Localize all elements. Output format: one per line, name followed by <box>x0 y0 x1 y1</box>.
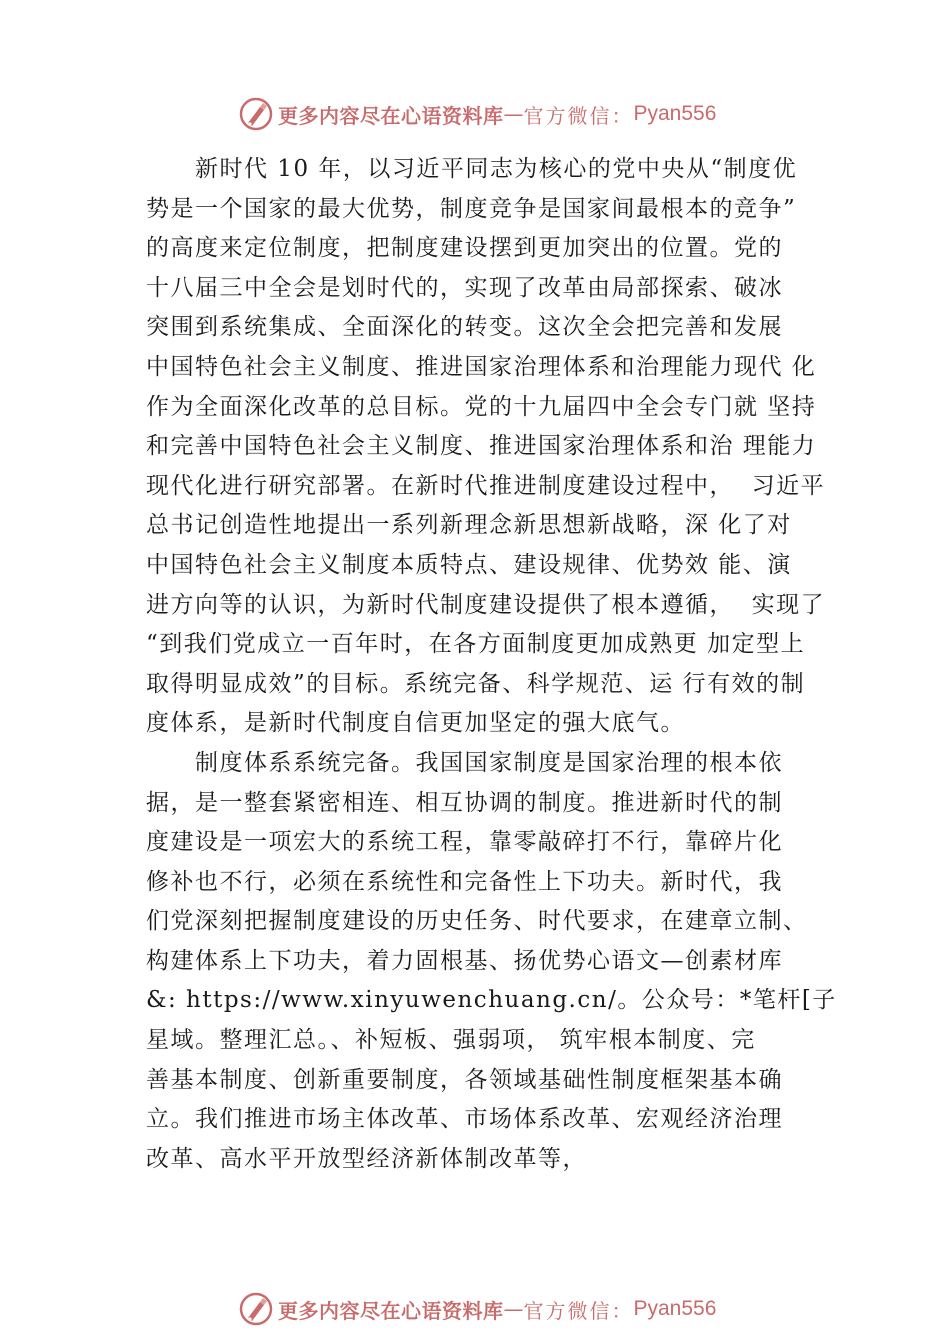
watermark-footer <box>238 1289 716 1329</box>
text-line: 取得明显成效”的目标。系统完备、科学规范、运 行有效的制 <box>146 670 806 697</box>
text-line: 进方向等的认识，为新时代制度建设提供了根本遵循， 实现了 <box>146 591 826 618</box>
watermark-wechat-id: Pyan556 <box>633 1297 717 1320</box>
watermark-wechat-label: 官方微信： <box>523 103 634 128</box>
text-line: “到我们党成立一百年时，在各方面制度更加成熟更 加定型上 <box>146 631 806 658</box>
text-line: 和完善中国特色社会主义制度、推进国家治理体系和治 理能力 <box>146 433 817 460</box>
text-line: 善基本制度、创新重要制度，各领域基础性制度框架基本确 <box>146 1066 783 1093</box>
paragraph-2 <box>146 744 836 1180</box>
text-line: 十八届三中全会是划时代的，实现了改革由局部探索、破冰 <box>146 274 783 301</box>
text-line: 的高度来定位制度，把制度建设摆到更加突出的位置。党的 <box>146 235 783 262</box>
text-line: 修补也不行，必须在系统性和完备性上下功夫。新时代，我 <box>146 868 783 895</box>
watermark-header <box>238 94 716 134</box>
text-line: 构建体系上下功夫，着力固根基、扬优势心语文—创素材库 <box>146 947 783 974</box>
paragraph-1 <box>146 150 836 744</box>
watermark-dash: — <box>503 1297 524 1321</box>
text-line: 度体系，是新时代制度自信更加坚定的强大底气。 <box>146 710 685 737</box>
text-line: 据，是一整套紧密相连、相互协调的制度。推进新时代的制 <box>146 789 783 816</box>
text-line: 中国特色社会主义制度、推进国家治理体系和治理能力现代 化 <box>146 353 817 380</box>
watermark-brand: 更多内容尽在心语资料库 <box>278 103 504 128</box>
text-line: 们党深刻把握制度建设的历史任务、时代要求，在建章立制、 <box>146 908 808 935</box>
pen-nib-logo-icon <box>238 96 274 132</box>
text-line: 立。我们推进市场主体改革、市场体系改革、宏观经济治理 <box>146 1106 783 1133</box>
text-line: 突围到系统集成、全面深化的转变。这次全会把完善和发展 <box>146 314 783 341</box>
watermark-brand: 更多内容尽在心语资料库 <box>278 1298 504 1323</box>
text-line: 现代化进行研究部署。在新时代推进制度建设过程中， 习近平 <box>146 472 826 499</box>
watermark-wechat-label: 官方微信： <box>523 1298 634 1323</box>
text-line: 度建设是一项宏大的系统工程，靠零敲碎打不行，靠碎片化 <box>146 829 783 856</box>
text-line: 势是一个国家的最大优势，制度竞争是国家间最根本的竞争” <box>146 195 797 222</box>
text-line: 改革、高水平开放型经济新体制改革等， <box>146 1145 587 1172</box>
watermark-wechat-id: Pyan556 <box>633 102 717 125</box>
text-line: 新时代 10 年，以习近平同志为核心的党中央从“制度优 <box>146 156 798 182</box>
text-line: 中国特色社会主义制度本质特点、建设规律、优势效 能、演 <box>146 551 792 578</box>
text-line: &: https://www.xinyuwenchuang.cn/。公众号：*笔杆[子 <box>146 987 837 1014</box>
text-line: 作为全面深化改革的总目标。党的十九届四中全会专门就 坚持 <box>146 393 817 420</box>
pen-nib-logo-icon <box>238 1291 274 1327</box>
watermark-dash: — <box>503 102 524 126</box>
text-line: 星域。整理汇总。、补短板、强弱项， 筑牢根本制度、完 <box>146 1027 756 1054</box>
text-line: 制度体系系统完备。我国国家制度是国家治理的根本依 <box>146 749 783 776</box>
text-line: 总书记创造性地提出一系列新理念新思想新战略，深 化了对 <box>146 512 792 539</box>
document-body <box>146 150 836 1179</box>
